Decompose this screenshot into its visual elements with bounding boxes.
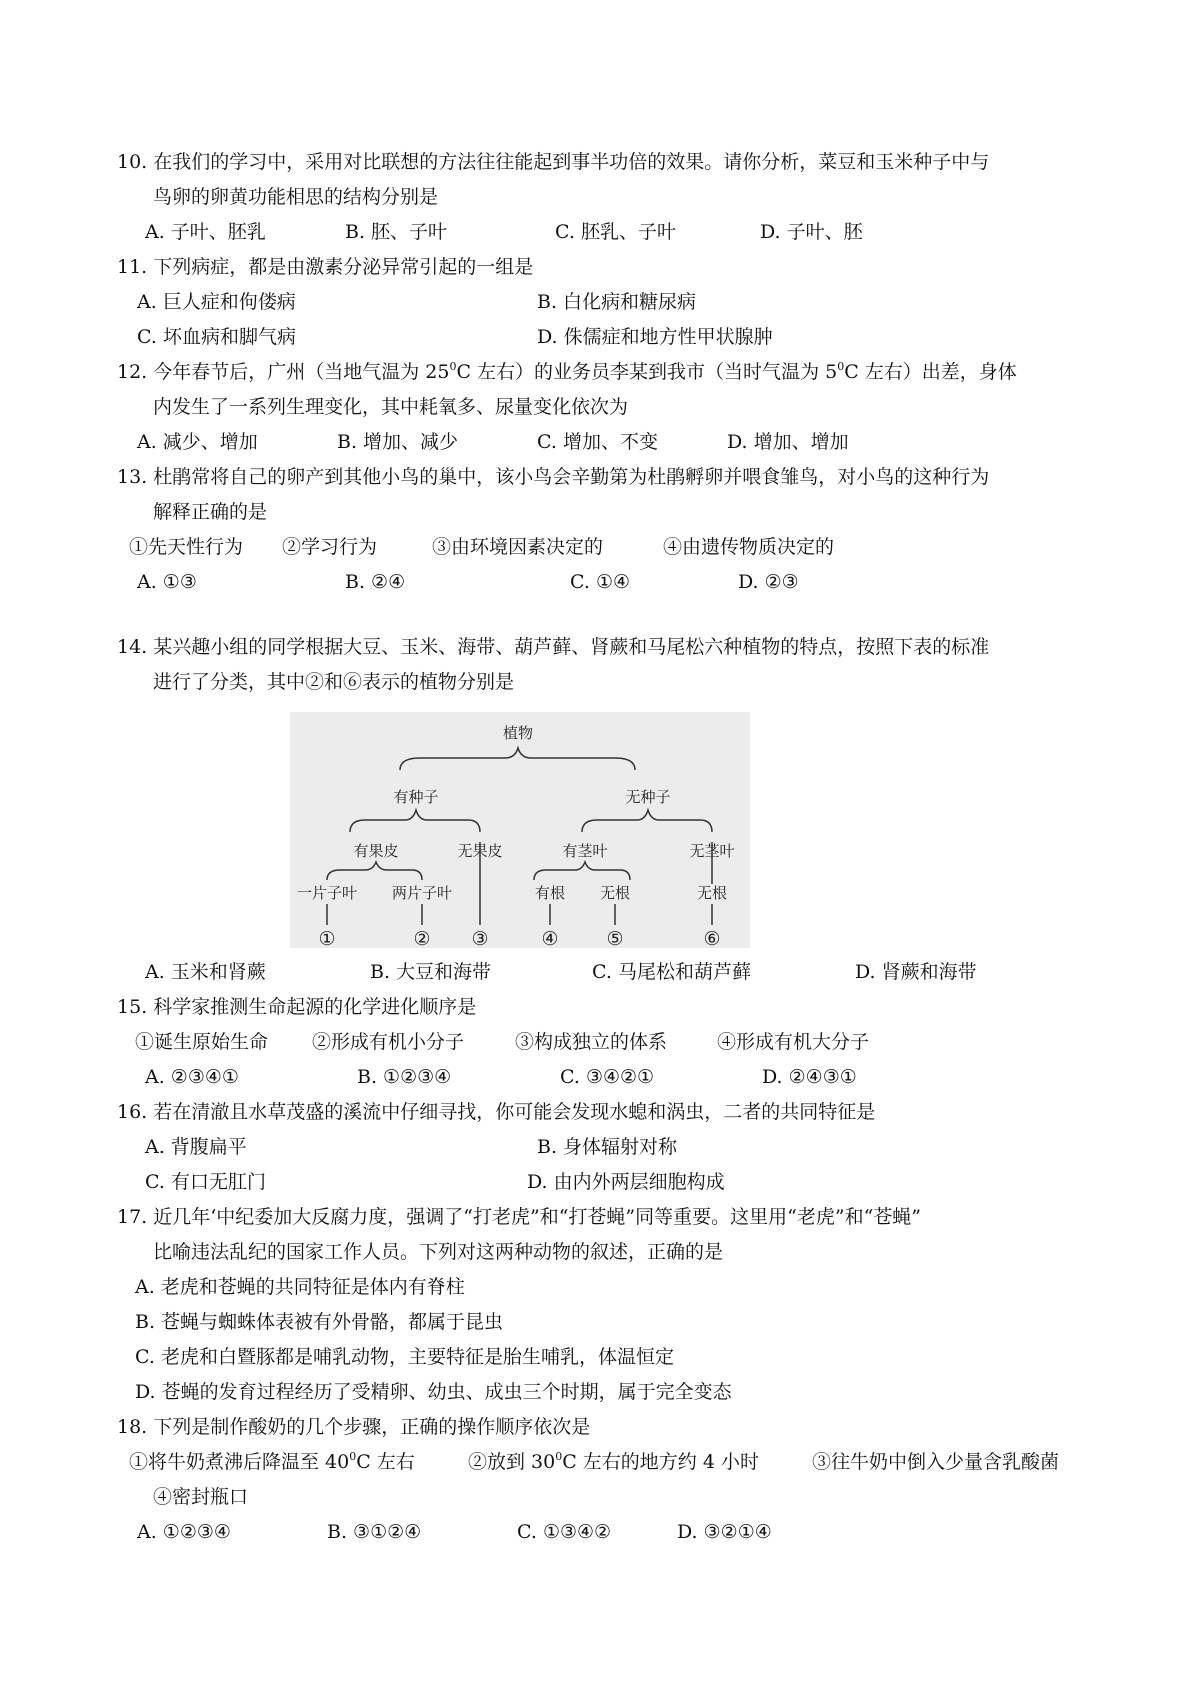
question-18-item-4: ④密封瓶口 bbox=[153, 1486, 249, 1508]
question-17-option-d: D. 苍蝇的发育过程经历了受精卵、幼虫、成虫三个时期，属于完全变态 bbox=[135, 1381, 732, 1403]
question-14-text-line1: 14. 某兴趣小组的同学根据大豆、玉米、海带、葫芦藓、肾蕨和马尾松六种植物的特点，按照下表的标准 bbox=[117, 636, 990, 658]
question-16-option-b: B. 身体辐射对称 bbox=[537, 1136, 678, 1158]
node-twocot: 两片子叶 bbox=[391, 884, 453, 902]
question-14-option-c: C. 马尾松和葫芦藓 bbox=[592, 961, 751, 983]
stem-branch bbox=[534, 862, 630, 880]
noseed-branch bbox=[582, 810, 712, 832]
tree-connectors bbox=[327, 748, 712, 925]
question-13-item-4: ④由遗传物质决定的 bbox=[663, 536, 835, 558]
question-10-text-line1: 10. 在我们的学习中，采用对比联想的方法往往能起到事半功倍的效果。请你分析，菜豆和玉米种子中与 bbox=[117, 151, 990, 173]
question-12-option-a: A. 减少、增加 bbox=[137, 431, 258, 453]
node-rootno: 无根 bbox=[599, 884, 631, 902]
question-18-option-d: D. ③②①④ bbox=[677, 1521, 772, 1543]
question-12-text-line2: 内发生了一系列生理变化，其中耗氧多、尿量变化依次为 bbox=[153, 396, 629, 418]
question-14-option-b: B. 大豆和海带 bbox=[370, 961, 492, 983]
classification-tree-svg bbox=[290, 712, 750, 948]
question-15-item-4: ④形成有机大分子 bbox=[717, 1031, 870, 1053]
node-nostem: 无茎叶 bbox=[689, 842, 735, 860]
question-11-option-b: B. 白化病和糖尿病 bbox=[537, 291, 697, 313]
leaf-number-2: ② bbox=[413, 928, 431, 948]
question-15-item-3: ③构成独立的体系 bbox=[515, 1031, 668, 1053]
question-14-option-d: D. 肾蕨和海带 bbox=[855, 961, 977, 983]
leaf-number-1: ① bbox=[318, 928, 336, 948]
peel-branch bbox=[327, 862, 422, 880]
question-15-item-1: ①诞生原始生命 bbox=[135, 1031, 269, 1053]
question-14-option-a: A. 玉米和肾蕨 bbox=[145, 961, 266, 983]
question-15-option-b: B. ①②③④ bbox=[357, 1066, 452, 1088]
question-12-option-c: C. 增加、不变 bbox=[537, 431, 658, 453]
question-18-item-1: ①将牛奶煮沸后降温至 $40^0C$ 左右 bbox=[129, 1450, 415, 1473]
question-15-item-2: ②形成有机小分子 bbox=[312, 1031, 465, 1053]
leaf-number-6: ⑥ bbox=[703, 928, 721, 948]
question-17-text-line1: 17. 近几年‘中纪委加大反腐力度，强调了“打老虎”和“打苍蝇”同等重要。这里用“老虎”和“苍蝇” bbox=[117, 1206, 922, 1228]
question-13-option-d: D. ②③ bbox=[738, 571, 799, 593]
question-11-option-a: A. 巨人症和佝偻病 bbox=[137, 291, 296, 313]
question-17-text-line2: 比喻违法乱纪的国家工作人员。下列对这两种动物的叙述，正确的是 bbox=[153, 1241, 724, 1263]
question-10-text-line2: 鸟卵的卵黄功能相思的结构分别是 bbox=[153, 186, 439, 208]
question-16-option-a: A. 背腹扁平 bbox=[145, 1136, 247, 1158]
node-noseed: 无种子 bbox=[625, 788, 671, 806]
question-13-item-1: ①先天性行为 bbox=[129, 536, 244, 558]
question-16-option-c: C. 有口无肛门 bbox=[145, 1171, 266, 1193]
question-18-option-a: A. ①②③④ bbox=[137, 1521, 231, 1543]
question-13-option-b: B. ②④ bbox=[345, 571, 406, 593]
question-18-option-c: C. ①③④② bbox=[517, 1521, 612, 1543]
question-14-text-line2: 进行了分类，其中②和⑥表示的植物分别是 bbox=[153, 671, 515, 693]
question-15-option-c: C. ③④②① bbox=[560, 1066, 655, 1088]
node-nopeel: 无果皮 bbox=[457, 842, 503, 860]
node-stem: 有茎叶 bbox=[562, 842, 608, 860]
question-13-item-3: ③由环境因素决定的 bbox=[432, 536, 604, 558]
question-13-option-c: C. ①④ bbox=[570, 571, 631, 593]
question-15-option-d: D. ②④③① bbox=[762, 1066, 857, 1088]
question-11-text: 11. 下列病症，都是由激素分泌异常引起的一组是 bbox=[117, 256, 534, 278]
question-18-option-b: B. ③①②④ bbox=[327, 1521, 422, 1543]
leaf-number-5: ⑤ bbox=[606, 928, 624, 948]
question-10-option-b: B. 胚、子叶 bbox=[345, 221, 448, 243]
leaf-number-4: ④ bbox=[541, 928, 559, 948]
question-13-option-a: A. ①③ bbox=[137, 571, 197, 593]
question-11-option-c: C. 坏血病和脚气病 bbox=[137, 326, 296, 348]
node-seed: 有种子 bbox=[393, 788, 439, 806]
question-18-item-2: ②放到 $30^0C$ 左右的地方约 4 小时 bbox=[468, 1450, 759, 1473]
plant-classification-diagram bbox=[290, 712, 750, 948]
question-10-option-a: A. 子叶、胚乳 bbox=[145, 221, 266, 243]
question-11-option-d: D. 侏儒症和地方性甲状腺肿 bbox=[537, 326, 773, 348]
node-onecot: 一片子叶 bbox=[296, 884, 358, 902]
node-rootno2: 无根 bbox=[696, 884, 728, 902]
question-10-option-d: D. 子叶、胚 bbox=[760, 221, 863, 243]
question-13-text-line1: 13. 杜鹃常将自己的卵产到其他小鸟的巢中，该小鸟会辛勤第为杜鹃孵卵并喂食雏鸟，对小鸟的这种行为 bbox=[117, 466, 990, 488]
question-12-text-line1: 12. 今年春节后，广州（当地气温为 $25^0C$ 左右）的业务员李某到我市（当时气温为 $5^0C$ 左右）出差，身体 bbox=[117, 360, 1017, 383]
question-13-text-line2: 解释正确的是 bbox=[153, 501, 268, 523]
root-branch bbox=[400, 748, 635, 770]
node-peel: 有果皮 bbox=[353, 842, 399, 860]
question-12-option-d: D. 增加、增加 bbox=[727, 431, 849, 453]
question-12-option-b: B. 增加、减少 bbox=[337, 431, 459, 453]
question-17-option-b: B. 苍蝇与蜘蛛体表被有外骨骼，都属于昆虫 bbox=[135, 1311, 504, 1333]
question-16-text: 16. 若在清澈且水草茂盛的溪流中仔细寻找，你可能会发现水螅和涡虫，二者的共同特征是 bbox=[117, 1101, 876, 1123]
question-15-option-a: A. ②③④① bbox=[145, 1066, 239, 1088]
question-10-option-c: C. 胚乳、子叶 bbox=[555, 221, 676, 243]
question-18-text: 18. 下列是制作酸奶的几个步骤，正确的操作顺序依次是 bbox=[117, 1416, 591, 1438]
question-17-option-c: C. 老虎和白暨豚都是哺乳动物，主要特征是胎生哺乳，体温恒定 bbox=[135, 1346, 674, 1368]
node-plant: 植物 bbox=[502, 724, 534, 742]
question-16-option-d: D. 由内外两层细胞构成 bbox=[527, 1171, 725, 1193]
leaf-number-3: ③ bbox=[471, 928, 489, 948]
question-13-item-2: ②学习行为 bbox=[282, 536, 378, 558]
question-15-text: 15. 科学家推测生命起源的化学进化顺序是 bbox=[117, 996, 477, 1018]
question-18-item-3: ③往牛奶中倒入少量含乳酸菌 bbox=[812, 1451, 1060, 1473]
node-rootyes: 有根 bbox=[534, 884, 566, 902]
seed-branch bbox=[350, 810, 480, 832]
question-17-option-a: A. 老虎和苍蝇的共同特征是体内有脊柱 bbox=[135, 1276, 465, 1298]
